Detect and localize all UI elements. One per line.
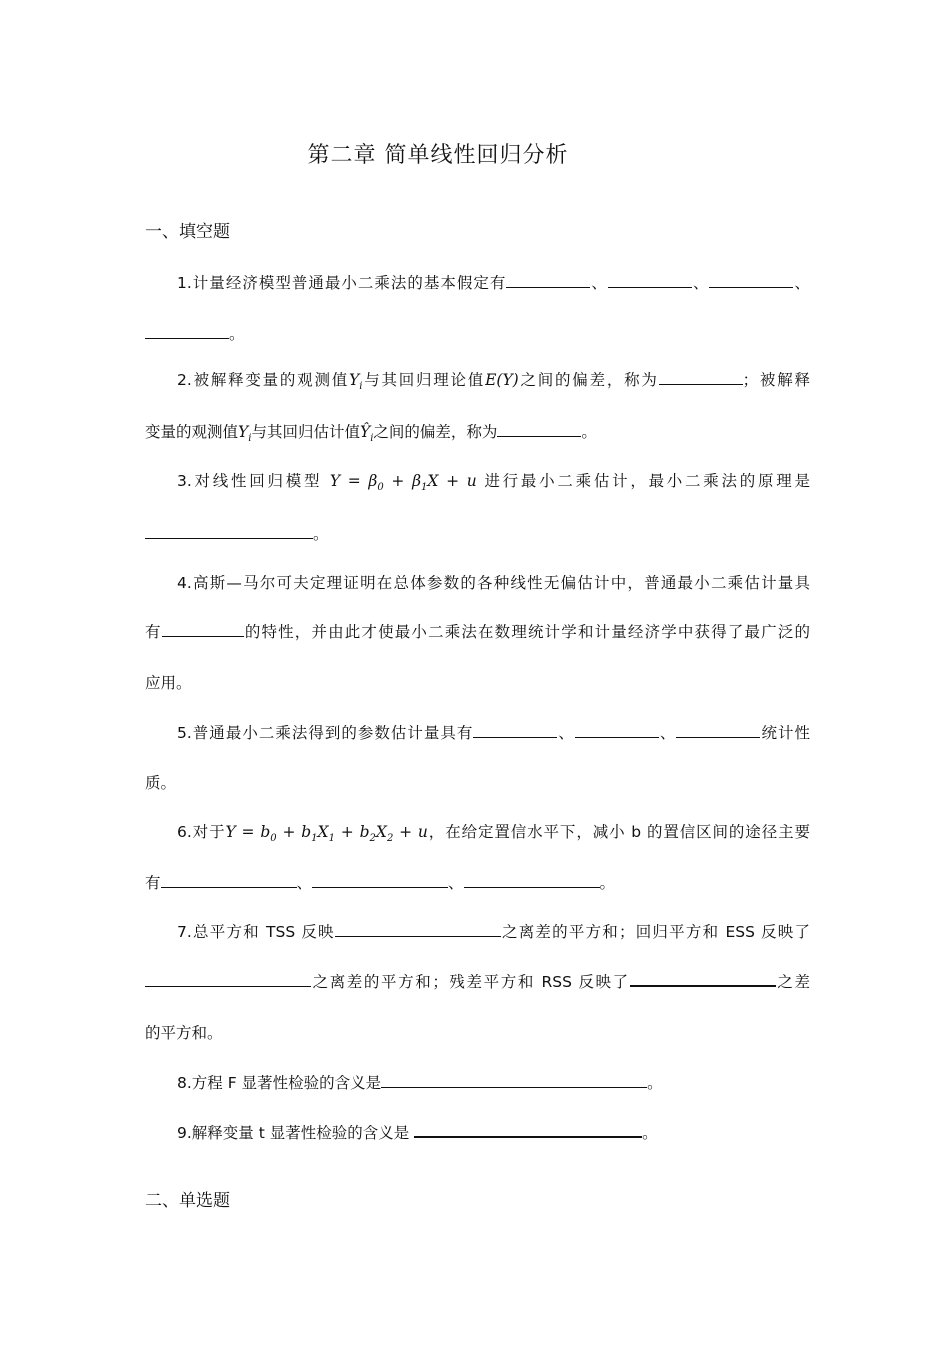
question-1-cont: 。 [145, 322, 810, 344]
question-5: 5.普通最小二乘法得到的参数估计量具有 、 、 统计性 [177, 724, 810, 742]
section-single-choice: 二、单选题 [145, 1191, 230, 1211]
answer-blank[interactable] [709, 273, 793, 288]
question-1: 1.计量经济模型普通最小二乘法的基本假定有 、 、 、 [177, 274, 810, 292]
question-2-cont: 变量的观测值$Y_i$与其回归估计值$Ŷ_i$之间的偏差，称为 。 [145, 423, 597, 445]
question-2: 2.被解释变量的观测值$Y_i$与其回归理论值E(Y)之间的偏差，称为 ；被解释 [177, 371, 810, 393]
question-6-cont: 有 、 、 。 [145, 874, 616, 892]
answer-blank[interactable] [473, 723, 557, 738]
answer-blank[interactable] [575, 723, 659, 738]
section-fill-in-blank: 一、填空题 [145, 222, 230, 242]
answer-blank[interactable] [312, 873, 448, 888]
question-7-cont2: 的平方和。 [145, 1024, 223, 1042]
answer-blank[interactable] [414, 1122, 642, 1138]
answer-blank[interactable] [145, 972, 311, 987]
question-6: 6.对于$Y = b_0 + b_1X_1 + b_2X_2 + u$，在给定置信水平下，减小 b 的置信区间的途径主要 [177, 823, 810, 845]
answer-blank[interactable] [161, 873, 297, 888]
answer-blank[interactable] [608, 273, 692, 288]
question-8: 8.方程 F 显著性检验的含义是 。 [177, 1074, 663, 1092]
chapter-title: 第二章 简单线性回归分析 [307, 143, 569, 168]
question-9: 9.解释变量 t 显著性检验的含义是 。 [177, 1124, 658, 1142]
answer-blank[interactable] [506, 273, 590, 288]
question-3: 3.对线性回归模型 $Y = \beta_0 + \beta_1X + u$ 进行最小二乘估计，最小二乘法的原理是 [177, 472, 810, 494]
answer-blank[interactable] [630, 971, 776, 987]
answer-blank[interactable] [381, 1073, 647, 1088]
answer-blank[interactable] [162, 622, 244, 637]
question-5-cont: 质。 [145, 774, 177, 792]
answer-blank[interactable] [145, 324, 229, 339]
answer-blank[interactable] [464, 873, 600, 888]
answer-blank[interactable] [659, 370, 743, 385]
question-7-cont: 之离差的平方和；残差平方和 RSS 反映了 之差 [145, 970, 810, 992]
answer-blank[interactable] [335, 922, 501, 937]
question-4-cont: 有 的特性，并由此才使最小二乘法在数理统计学和计量经济学中获得了最广泛的 [145, 623, 810, 641]
answer-blank[interactable] [497, 422, 581, 437]
question-3-cont: 。 [145, 522, 810, 544]
question-7: 7.总平方和 TSS 反映 之离差的平方和；回归平方和 ESS 反映了 [177, 923, 810, 941]
question-4-cont2: 应用。 [145, 674, 192, 692]
answer-blank[interactable] [676, 723, 760, 738]
question-4: 4.高斯—马尔可夫定理证明在总体参数的各种线性无偏估计中，普通最小二乘估计量具 [177, 574, 810, 592]
answer-blank[interactable] [145, 524, 313, 539]
